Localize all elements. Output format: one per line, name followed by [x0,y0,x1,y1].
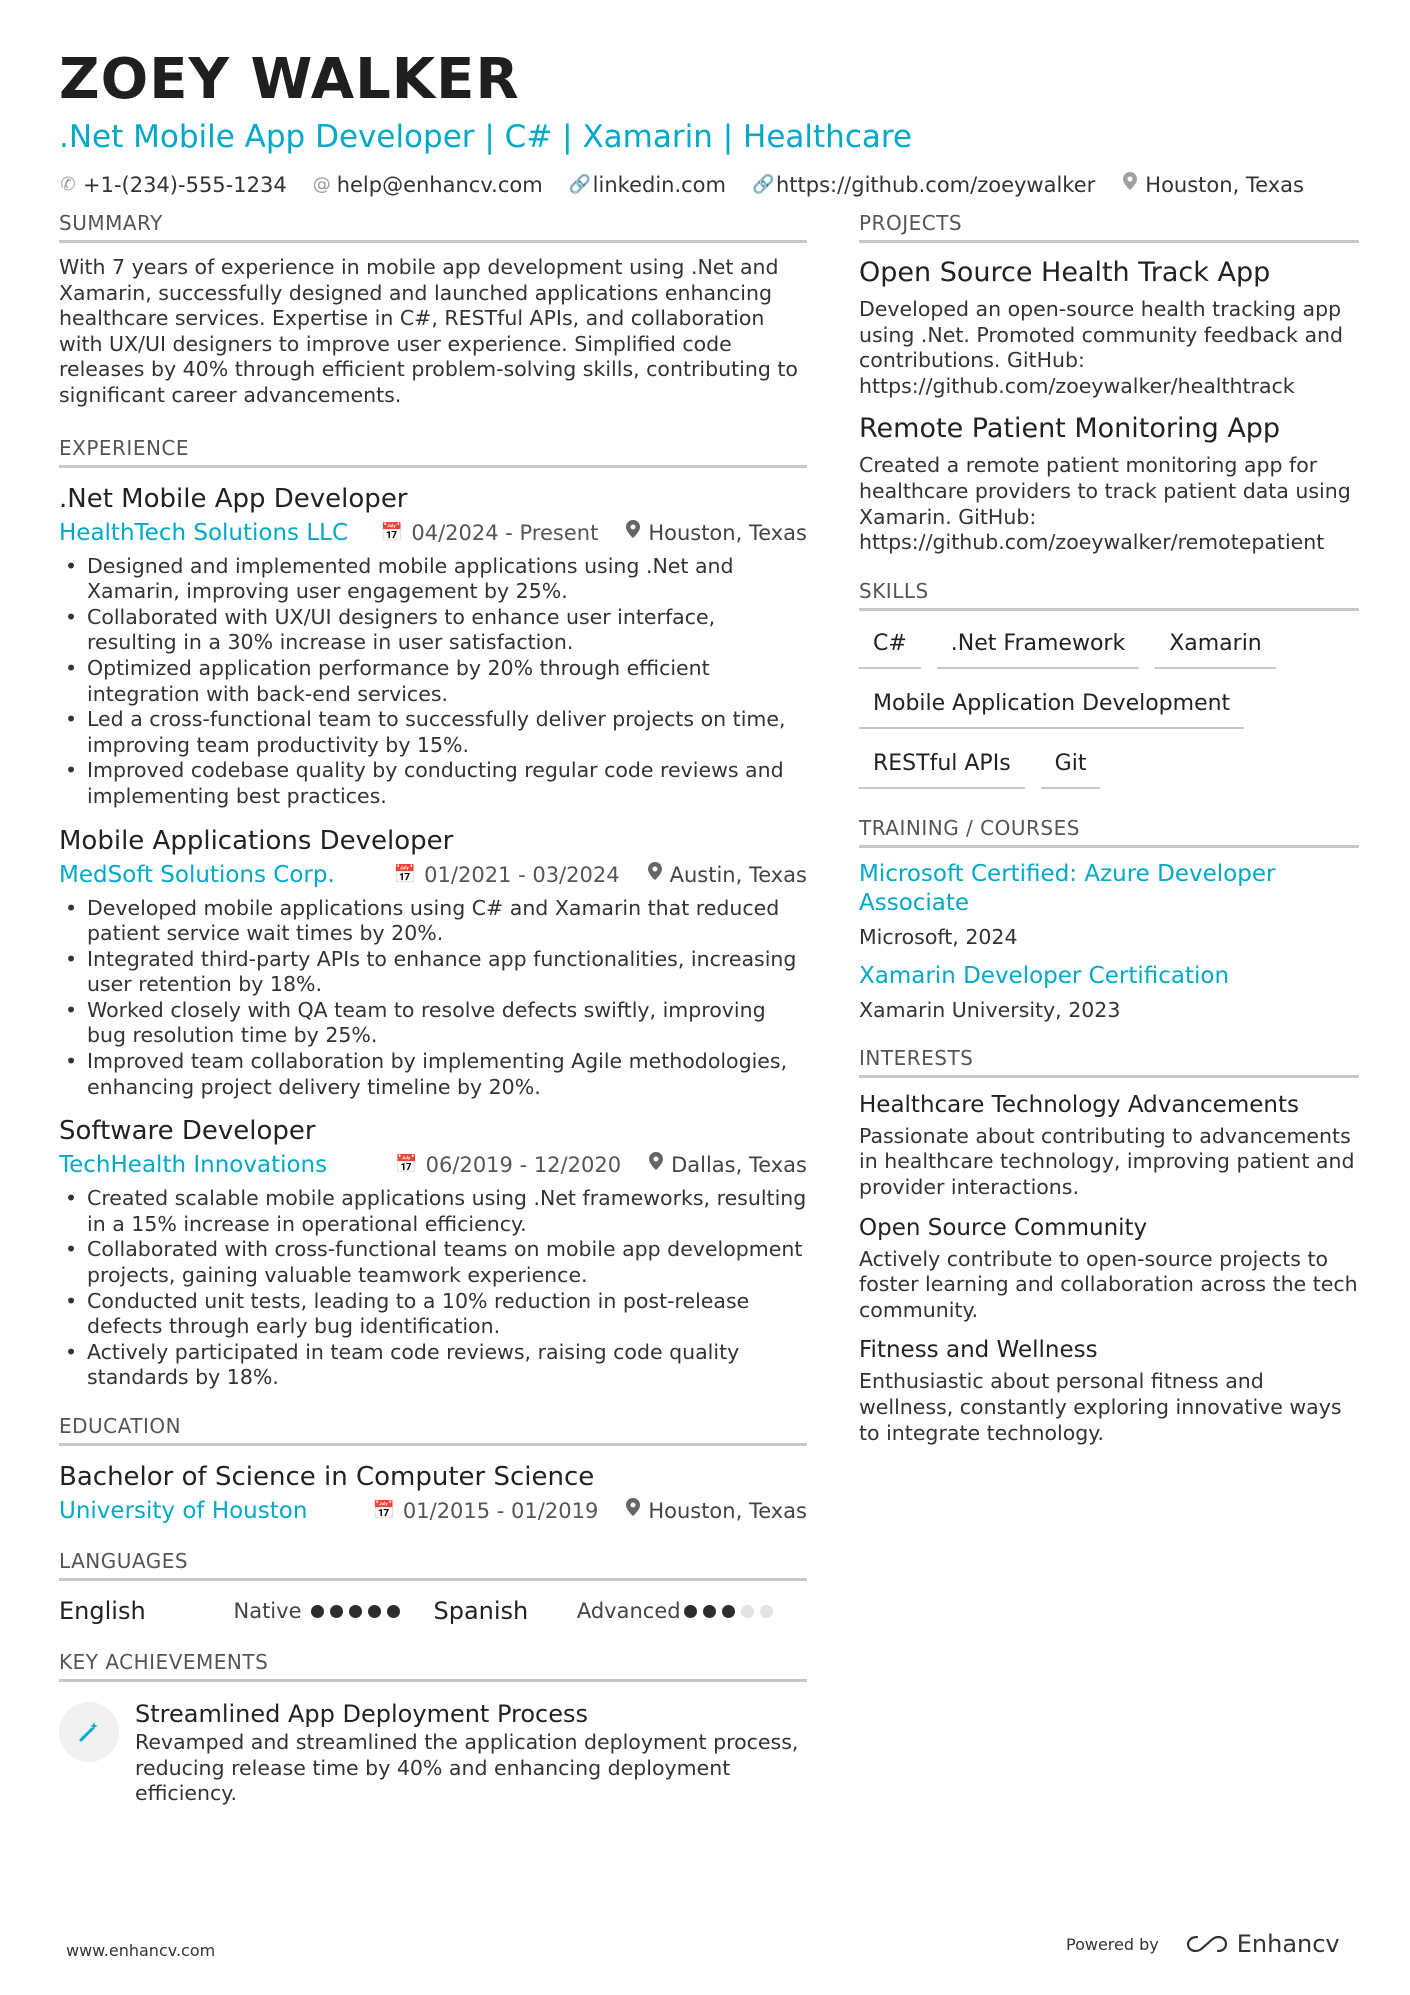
bullet-item: • Optimized application performance by 20% through efficient integration with back-end services. [59,656,807,707]
calendar-icon: 📅 [380,521,404,543]
brand-name: Enhancv [1236,1930,1340,1958]
rating-dot-filled [722,1605,735,1618]
rating-dot-filled [349,1605,362,1618]
experience-entry [59,1114,807,1391]
education-section [59,1413,807,1526]
rating-dot-filled [387,1605,400,1618]
interest-desc: Passionate about contributing to advancements in healthcare technology, improving patient and provider interactions. [859,1123,1355,1199]
left-column [59,210,807,1807]
at-sign-icon: @ [312,174,331,195]
bullet-item: • Conducted unit tests, leading to a 10% reduction in post-release defects through early bug identification. [59,1289,807,1340]
job-bullets [59,554,807,810]
bullet-item: • Worked closely with QA team to resolve defects swiftly, improving bug resolution time by 25%. [59,998,807,1049]
job-meta [59,518,807,548]
summary-text: With 7 years of experience in mobile app development using .Net and Xamarin, successfully designed and launched applications enhancing healthcare services. Expertise in C#, RESTful APIs, and collaboration with UX/UI designers to improve user experience. Simplified code releases by 40% through efficient problem-solving skills, contributing to significant career advancements. [59,255,798,407]
bullet-item: • Improved codebase quality by conducting regular code reviews and implementing best practices. [59,758,807,809]
education-meta [59,1496,807,1526]
project-title: Open Source Health Track App [859,257,1271,288]
achievement-title: Streamlined App Deployment Process [135,1700,588,1728]
section-title-languages: LANGUAGES [59,1548,807,1581]
skills-section [859,578,1359,805]
location-pin-icon [648,860,662,890]
job-title: Software Developer [59,1116,316,1147]
interest-title: Fitness and Wellness [859,1337,1098,1364]
link-icon: 🔗 [568,174,592,195]
interests-section [859,1045,1359,1446]
degree-title: Bachelor of Science in Computer Science [59,1462,595,1492]
rating-dot-empty [741,1605,754,1618]
section-title-education: EDUCATION [59,1413,807,1446]
rating-dot-filled [311,1605,324,1618]
project-title: Remote Patient Monitoring App [859,413,1281,445]
contact-email[interactable] [313,170,543,200]
powered-by-text: Powered by [1066,1934,1159,1954]
skills-list [859,625,1359,805]
brand-logo[interactable] [1185,1930,1340,1958]
rating-dot-filled [703,1605,716,1618]
contact-bar [59,170,1359,200]
languages-section [59,1548,807,1627]
contact-linkedin[interactable] [569,170,726,200]
footer-website[interactable]: www.enhancv.com [66,1941,216,1960]
section-title-experience: EXPERIENCE [59,435,807,468]
contact-location [1121,170,1304,200]
projects-section [859,210,1359,556]
language-name: Spanish [433,1597,529,1625]
github-text: https://github.com/zoeywalker [775,173,1096,197]
school-name: University of Houston [59,1498,308,1524]
course-item [859,962,1359,1023]
resume-header [59,48,1359,200]
job-title: .Net Mobile App Developer [59,483,408,514]
phone-text: +1-(234)-555-1234 [83,173,287,197]
summary-section [59,210,807,409]
rating-dot-filled [684,1605,697,1618]
bullet-item: • Developed mobile applications using C# and Xamarin that reduced patient service wait times by 20%. [59,896,807,947]
job-location: Austin, Texas [669,862,807,887]
training-section [859,815,1359,1023]
email-text: help@enhancv.com [336,173,543,197]
experience-entry [59,824,807,1101]
section-title-achievements: KEY ACHIEVEMENTS [59,1649,807,1682]
link-icon: 🔗 [751,174,775,195]
calendar-icon: 📅 [395,1154,418,1176]
interest-desc: Enthusiastic about personal fitness and wellness, constantly exploring innovative ways to integrate technology. [859,1369,1342,1445]
job-meta [59,1150,807,1180]
location-pin-icon [626,1496,640,1526]
course-provider: Microsoft, 2024 [859,924,1018,949]
location-text: Houston, Texas [1145,173,1304,197]
contact-phone[interactable] [59,170,287,200]
location-pin-icon [626,518,640,548]
interest-item [859,1213,1359,1324]
bullet-item: • Improved team collaboration by implementing Agile methodologies, enhancing project delivery timeline by 20%. [59,1049,807,1100]
rating-dot-filled [330,1605,343,1618]
experience-section [59,435,807,1391]
job-dates: 06/2019 - 12/2020 [425,1153,622,1178]
job-location: Dallas, Texas [671,1153,807,1178]
bullet-item: • Collaborated with UX/UI designers to enhance user interface, resulting in a 30% increase in user satisfaction. [59,605,807,656]
job-bullets [59,1186,807,1391]
job-dates: 04/2024 - Present [411,520,599,545]
magic-wand-icon [59,1702,119,1762]
contact-github[interactable] [752,170,1095,200]
languages-row [59,1595,807,1627]
education-entry [59,1460,807,1526]
language-rating [684,1605,807,1618]
phone-icon: ✆ [60,174,76,195]
course-title: Microsoft Certified: Azure Developer Associate [859,860,1276,916]
interest-desc: Actively contribute to open-source projects to foster learning and collaboration across the tech community. [859,1246,1358,1322]
project-item [859,255,1359,399]
calendar-icon: 📅 [393,863,417,885]
course-title: Xamarin Developer Certification [859,962,1230,989]
skill-tag: C# [859,625,921,669]
bullet-item: • Designed and implemented mobile applications using .Net and Xamarin, improving user engagement by 25%. [59,554,807,605]
calendar-icon: 📅 [372,1500,395,1521]
enhancv-logo-icon [1185,1933,1229,1955]
interest-title: Open Source Community [859,1214,1148,1241]
language-level: Native [233,1599,302,1623]
interest-item [859,1335,1359,1446]
section-title-interests: INTERESTS [859,1045,1359,1078]
skill-tag: RESTful APIs [859,745,1025,789]
job-title: Mobile Applications Developer [59,825,454,856]
section-title-training: TRAINING / COURSES [859,815,1359,848]
skill-tag: Xamarin [1155,625,1276,669]
achievement-item [59,1698,807,1807]
section-title-skills: SKILLS [859,578,1359,611]
location-pin-icon [649,1150,663,1180]
right-column [859,210,1359,1446]
job-bullets [59,896,807,1101]
company-name: MedSoft Solutions Corp. [59,861,335,888]
bullet-item: • Actively participated in team code reviews, raising code quality standards by 18%. [59,1340,807,1391]
interest-title: Healthcare Technology Advancements [859,1091,1299,1118]
achievements-section [59,1649,807,1807]
project-desc: Developed an open-source health tracking app using .Net. Promoted community feedback and contributions. GitHub: https://github.com/zoeywalker/healthtrack [859,297,1344,398]
achievement-desc: Revamped and streamlined the application deployment process, reducing release time by 40% and enhancing deployment efficiency. [135,1730,799,1806]
skill-tag: Git [1041,745,1101,789]
project-desc: Created a remote patient monitoring app for healthcare providers to track patient data using Xamarin. GitHub: https://github.com/zoeywalker/remotepatient [859,453,1351,555]
job-location: Houston, Texas [648,520,807,545]
bullet-item: • Led a cross-functional team to successfully deliver projects on time, improving team productivity by 15%. [59,707,807,758]
job-meta [59,860,807,890]
bullet-item: • Collaborated with cross-functional teams on mobile app development projects, gaining valuable teamwork experience. [59,1237,807,1288]
location-pin-icon [1121,170,1139,200]
course-provider: Xamarin University, 2023 [859,997,1121,1022]
project-item [859,411,1359,555]
rating-dot-empty [760,1605,773,1618]
language-name: English [59,1597,146,1625]
bullet-item: • Created scalable mobile applications using .Net frameworks, resulting in a 15% increase in operational efficiency. [59,1186,807,1237]
section-title-projects: PROJECTS [859,210,1359,243]
education-location: Houston, Texas [648,1499,807,1523]
skill-tag: Mobile Application Development [859,685,1244,729]
linkedin-text: linkedin.com [592,173,726,197]
interest-item [859,1090,1359,1201]
rating-dot-filled [368,1605,381,1618]
candidate-name: ZOEY WALKER [59,47,520,112]
education-dates: 01/2015 - 01/2019 [402,1499,599,1523]
company-name: TechHealth Innovations [59,1152,328,1179]
course-item [859,860,1359,950]
language-rating [311,1605,434,1618]
language-level: Advanced [576,1599,681,1623]
section-title-summary: SUMMARY [59,210,807,243]
footer-branding [1066,1930,1340,1958]
company-name: HealthTech Solutions LLC [59,519,349,546]
bullet-item: • Integrated third-party APIs to enhance app functionalities, increasing user retention by 18%. [59,947,807,998]
job-dates: 01/2021 - 03/2024 [424,862,620,887]
candidate-headline: .Net Mobile App Developer | C# | Xamarin | Healthcare [59,119,912,155]
experience-entry [59,482,807,810]
skill-tag: .Net Framework [937,625,1139,669]
